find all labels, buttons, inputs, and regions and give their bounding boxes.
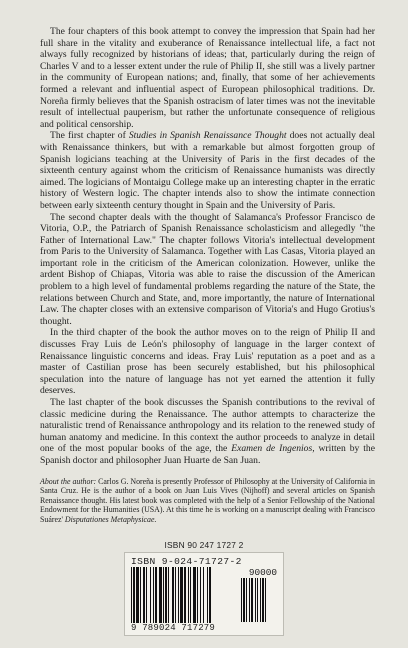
barcode-bar	[209, 567, 211, 623]
italic-text: Studies in Spanish Renaissance Thought	[128, 130, 287, 142]
barcode-addon-bars	[241, 578, 277, 622]
italic-text: Disputationes Metaphysicae.	[64, 514, 157, 524]
isbn-line: ISBN 90 247 1727 2	[164, 540, 244, 550]
barcode-addon-bar	[246, 578, 247, 622]
barcode-addon-bar	[265, 578, 266, 622]
barcode-bars	[131, 567, 235, 623]
barcode-bar	[180, 567, 183, 623]
barcode-bar	[140, 567, 141, 623]
text-run: The first chapter of	[50, 130, 129, 142]
italic-text: Examen de Ingenios,	[231, 443, 315, 455]
barcode-bar	[200, 567, 201, 623]
description	[40, 26, 375, 467]
barcode-bar	[184, 567, 186, 623]
barcode-bar	[188, 567, 189, 623]
text-run: Carlos G. Noreña is presently Professor of Philosophy at the University of California in Santa Cruz. He is the author of a book on Juan Luis Vives (Nijhoff) and several articles on Spanish Renaissance thought. His latest book was completed with the help of a Senior Fellowship of the National Endowment for the Humanities (USA). At this time he is working on a manuscript dealing with Francisco Suárez'	[40, 476, 375, 524]
barcode-addon-bar	[260, 578, 261, 622]
text-run: The second chapter deals with the thought of Salamanca's Professor Francisco de Vitoria, O.P., the Patriarch of Spanish Renaissance scholasticism and allegedly "the Father of International Law." The chapter follows Vitoria's intellectual development from Paris to the University of Salamanca. Together with Las Casas, Vitoria played an important role in the criticism of the American colonization. However, unlike the ardent Bishop of Chiapas, Vitoria was able to raise the discussion of the American problem to a high level of fundamental problems regarding the nature of the State, the relations between Church and State, and, more importantly, the nature of International Law. The chapter closes with an extensive comparison of Vitoria's and Hugo Grotius's thought.	[40, 211, 375, 327]
barcode-bar	[150, 567, 151, 623]
about-the-author	[40, 477, 375, 525]
barcode-bar	[207, 567, 208, 623]
barcode-bar	[143, 567, 145, 623]
paragraph	[40, 26, 375, 130]
barcode-addon-bar	[257, 578, 258, 622]
back-cover-text	[40, 26, 375, 525]
barcode-bar	[203, 567, 204, 623]
barcode-addon-bar	[255, 578, 256, 622]
barcode-bar	[136, 567, 139, 623]
barcode-addon-bar	[262, 578, 264, 622]
paragraph	[40, 397, 375, 467]
barcode-isbn: ISBN 9-024-71727-2	[131, 556, 242, 567]
barcode	[124, 552, 284, 636]
barcode-bar	[175, 567, 176, 623]
barcode-bar	[155, 567, 157, 623]
text-run: The four chapters of this book attempt to convey the impression that Spain had her full share in the vitality and exuberance of Renaissance intellectual life, a fact not always fully recognized by historians of ideas; that, particularly during the reign of Charles V and to a lesser extent under the rule of Philip II, she still was a lively partner in the community of European nations; and, finally, that some of her achievements formed a relevant and influential aspect of European philosophical traditions. Dr. Noreña firmly believes that the Spanish ostracism of later times was not the inevitable result of intellectual pauperism, but rather the unfortunate consequence of religious and political censorship.	[40, 26, 375, 130]
barcode-bar	[193, 567, 196, 623]
barcode-bar	[168, 567, 169, 623]
barcode-bar	[178, 567, 179, 623]
barcode-bar	[163, 567, 164, 623]
barcode-addon-bar	[249, 578, 250, 622]
barcode-bar	[133, 567, 135, 623]
barcode-bar	[146, 567, 147, 623]
paragraph	[40, 130, 375, 211]
barcode-addon-digits: 90000	[248, 567, 277, 578]
text-run: does not actually deal with Renaissance thinkers, but with a remarkable but almost forgotten group of Spanish logicians teaching at the University of Paris in the first decades of the sixteenth century against whom the criticism of Renaissance humanists was directly aimed. The logicians of Montaigu College make up an interesting chapter in the erratic history of Western logic. The chapter intends also to show the intimate connection between early sixteenth century thought in Spain and the University of Paris.	[40, 130, 375, 211]
paragraph	[40, 327, 375, 397]
text-run: The last chapter of the book discusses the Spanish contributions to the revival of classic medicine during the Renaissance. The author attempts to characterize the naturalistic trend of Renaissance anthropology and its relation to the renewed study of human anatomy and medicine. In this context the author proceeds to analyze in detail one of the most popular books of the age, the	[40, 397, 375, 455]
barcode-bar	[131, 567, 132, 623]
barcode-addon-bar	[241, 578, 242, 622]
italic-text: About the author:	[40, 476, 97, 486]
barcode-bar	[165, 567, 167, 623]
barcode-bar	[190, 567, 191, 623]
barcode-digits: 9 789024 717279	[131, 623, 216, 633]
paragraph	[40, 212, 375, 328]
barcode-bar	[153, 567, 154, 623]
barcode-bar	[197, 567, 198, 623]
text-run: In the third chapter of the book the author moves on to the reign of Philip II and discusses Fray Luis de León's philosophy of language in the larger context of Renaissance linguistic concerns and ideas. Fray Luis' reputation as a poet and as a master of Castilian prose has been securely established, but his philosophical speculation into the nature of language has not yet earned the attention it fully deserves.	[40, 327, 375, 397]
barcode-bar	[172, 567, 174, 623]
text-run: written by the Spanish doctor and philosopher Juan Huarte de San Juan.	[40, 443, 375, 466]
barcode-addon-bar	[251, 578, 253, 622]
barcode-addon-bar	[243, 578, 245, 622]
barcode-bar	[159, 567, 162, 623]
